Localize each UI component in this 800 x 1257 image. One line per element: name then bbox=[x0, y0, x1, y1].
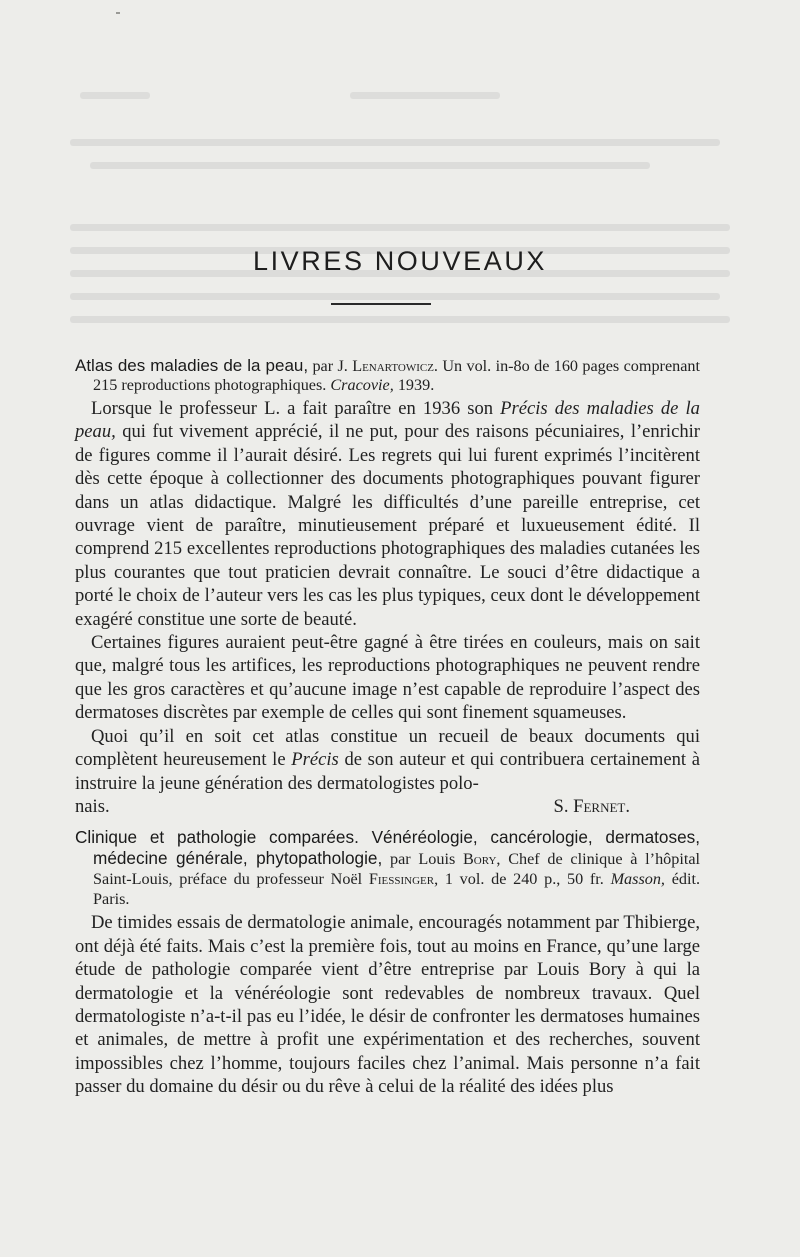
review-paragraph bbox=[75, 631, 700, 725]
review-paragraph bbox=[75, 397, 700, 631]
review-entry bbox=[75, 356, 700, 818]
review-paragraph bbox=[75, 911, 700, 1098]
italic-title: Précis bbox=[291, 749, 339, 771]
last-word: nais. bbox=[75, 795, 110, 817]
paragraph-text: Quoi qu’il en soit cet atlas constitue un recueil de beaux documents qui complètent heureusement le bbox=[75, 725, 700, 771]
title-rule bbox=[331, 303, 431, 305]
book-title: Atlas des maladies de la peau, bbox=[75, 356, 309, 375]
publication-city: Cracovie, bbox=[330, 376, 394, 394]
entry-heading bbox=[75, 827, 700, 909]
signature-line bbox=[75, 795, 700, 818]
review-paragraph bbox=[75, 725, 700, 795]
publication-year: 1939. bbox=[397, 376, 435, 394]
author-name: Bory, bbox=[463, 850, 501, 869]
book-details: Chef de clinique à l’hôpital Saint-Louis, préface du professeur Noël bbox=[93, 850, 701, 889]
by-text: par J. bbox=[312, 357, 348, 375]
paragraph-text: qui fut vivement apprécié, il ne put, pour des raisons pécuniaires, l’enrichir de figures comme il l’aurait désiré. Les regrets qui lui furent exprimés l’incitèrent dès cette époque à collectionner des documents photographiques pouvant figurer dans un atlas didactique. Malgré les difficultés d’une pareille entreprise, cet ouvrage vient de paraître, minutieusement préparé et luxueusement édité. Il comprend 215 excellentes reproductions photographiques des maladies cutanées les plus courantes que tout praticien devrait connaître. Le souci d’être didactique a porté le choix de l’auteur vers les cas les plus typiques, ceux dont le développement exagéré constitue une sorte de beauté. bbox=[75, 421, 700, 630]
paragraph-text: Certaines figures auraient peut-être gagné à être tirées en couleurs, mais on sait que, malgré tous les artifices, les reproductions photographiques ne peuvent rendre que les gros caractères et qu’aucune image n’est capable de reproduire l’aspect des dermatoses discrètes par exemple de celles qui sont finement squameuses. bbox=[75, 632, 700, 724]
book-details: 1 vol. de 240 p., 50 fr. bbox=[444, 870, 604, 889]
paragraph-text: De timides essais de dermatologie animale, encouragés notamment par Thibierge, ont déjà été faits. Mais c’est la première fois, tout au moins en France, qu’une large étude de pathologie comparée vient d’être entreprise par Louis Bory à qui la dermatologie et la vénéréologie sont redevables de nombreux travaux. Quel dermatologiste n’a-t-il pas eu l’idée, le désir de confronter les dermatoses humaines et animales, de mettre à profit une expérimentation et des recherches, souvent impossibles chez l’homme, toujours faciles chez l’animal. Mais personne n’a fait passer du domaine du désir ou du rêve à celui de la réalité des idées plus bbox=[75, 912, 700, 1098]
paragraph-text: de son auteur et qui contribuera certainement à instruire la jeune génération des dermatologistes polo- bbox=[75, 749, 701, 794]
italic-title: Précis des maladies de la peau, bbox=[75, 398, 700, 443]
page-title: LIVRES NOUVEAUX bbox=[252, 246, 548, 276]
page-mark bbox=[116, 12, 120, 14]
review-column bbox=[75, 356, 700, 1099]
book-title: Clinique et pathologie comparées. Vénéréologie, cancérologie, dermatoses, médecine générale, phytopathologie, bbox=[75, 827, 700, 869]
review-entry bbox=[75, 827, 700, 1098]
by-text: par Louis bbox=[389, 850, 456, 869]
show-through bbox=[70, 84, 800, 324]
paragraph-text: Lorsque le professeur L. a fait paraître en 1936 son bbox=[91, 398, 494, 419]
publisher-city: édit. Paris. bbox=[93, 870, 701, 909]
author-name: Lenartowicz. bbox=[352, 357, 438, 375]
preface-author: Fiessinger, bbox=[368, 870, 439, 889]
reviewer-signature: S. Fernet. bbox=[553, 795, 630, 817]
publisher-name: Masson, bbox=[610, 870, 665, 889]
book-details: Un vol. in-8o de 160 pages comprenant 215 reproductions photographiques. bbox=[93, 357, 700, 394]
entry-heading bbox=[75, 356, 700, 395]
